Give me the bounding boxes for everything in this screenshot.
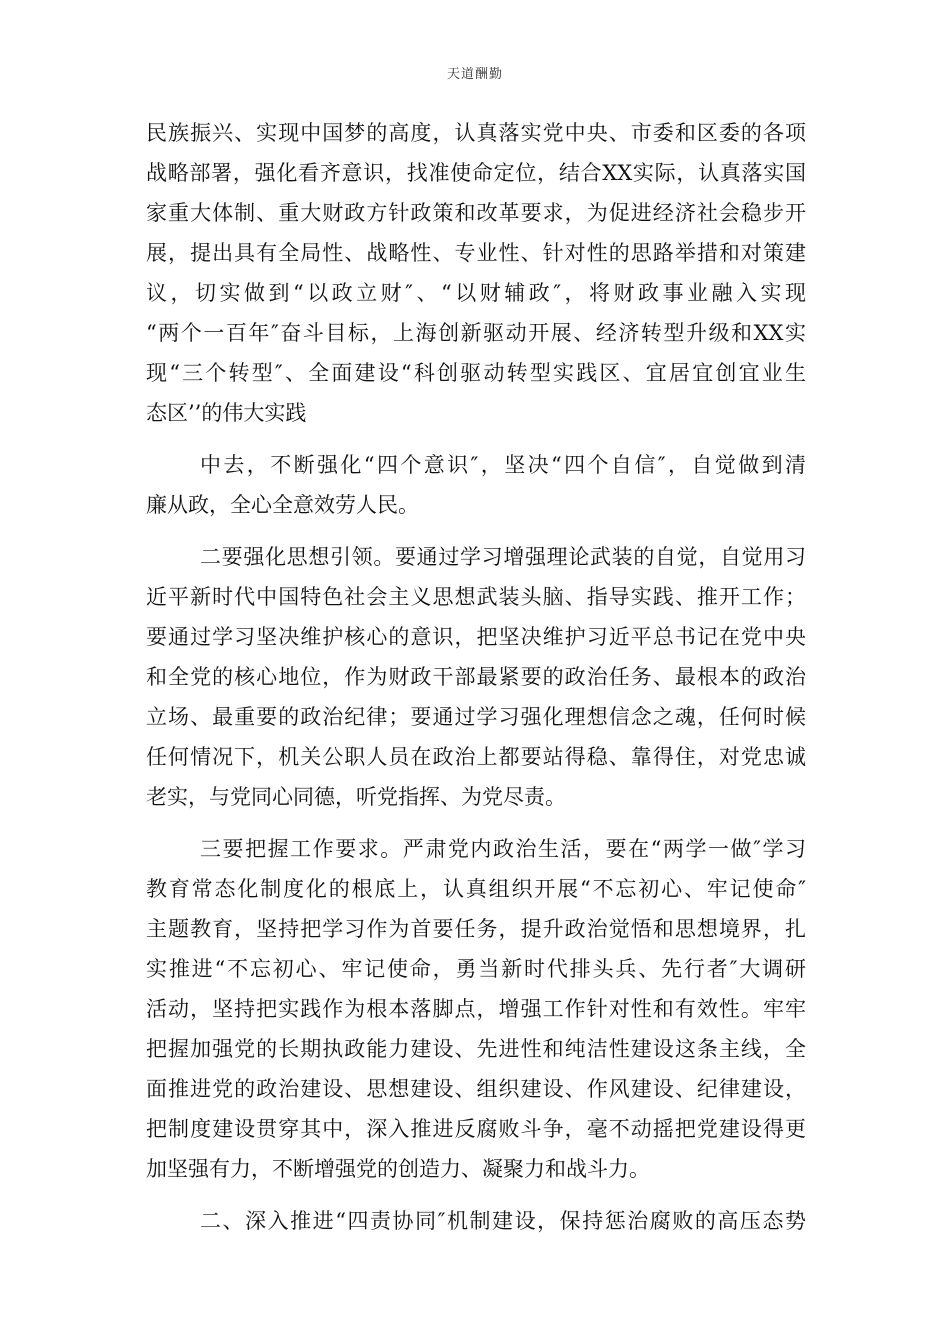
text-line: 二要强化思想引领。要通过学习增强理论武装的自觉，自觉用习	[200, 545, 806, 569]
text-line: 老实，与党同心同德，听党指挥、为党尽责。	[146, 785, 566, 809]
text-line: 和全党的核心地位，作为财政干部最紧要的政治任务、最根本的政治	[146, 665, 806, 689]
text-line: 战略部署，强化看齐意识，找准使命定位，结合XX实际，认真落实国	[146, 161, 806, 185]
text-line: 加坚强有力，不断增强党的创造力、凝聚力和战斗力。	[146, 1157, 650, 1181]
text-line: 立场、最重要的政治纪律；要通过学习强化理想信念之魂，任何时候	[146, 705, 806, 729]
text-line: 态区’’的伟大实践	[146, 401, 307, 425]
text-line: 现“三个转型″、全面建设“科创驱动转型实践区、宜居宜创宜业生	[146, 361, 806, 385]
section-heading: 二、深入推进“四责协同″机制建设，保持惩治腐败的高压态势	[200, 1209, 806, 1233]
text-line: 民族振兴、实现中国梦的高度，认真落实党中央、市委和区委的各项	[146, 121, 806, 145]
text-line: 中去，不断强化“四个意识″，坚决“四个自信″，自觉做到清	[200, 453, 806, 477]
text-line: “两个一百年″奋斗目标，上海创新驱动开展、经济转型升级和XX实	[146, 321, 806, 345]
page-header: 天道酬勤	[446, 67, 503, 82]
text-line: 教育常态化制度化的根底上，认真组织开展“不忘初心、牢记使命″	[146, 877, 806, 901]
text-line: 活动，坚持把实践作为根本落脚点，增强工作针对性和有效性。牢牢	[146, 997, 806, 1021]
text-line: 把握加强党的长期执政能力建设、先进性和纯洁性建设这条主线，全	[146, 1037, 806, 1061]
text-line: 三要把握工作要求。严肃党内政治生活，要在“两学一做″学习	[200, 837, 806, 861]
text-line: 家重大体制、重大财政方针政策和改革要求，为促进经济社会稳步开	[146, 201, 806, 225]
text-line: 廉从政，全心全意效劳人民。	[146, 493, 419, 517]
text-line: 面推进党的政治建设、思想建设、组织建设、作风建设、纪律建设，	[146, 1077, 806, 1101]
text-line: 要通过学习坚决维护核心的意识，把坚决维护习近平总书记在党中央	[146, 625, 806, 649]
text-line: 主题教育，坚持把学习作为首要任务，提升政治觉悟和思想境界，扎	[146, 917, 806, 941]
text-line: 实推进“不忘初心、牢记使命，勇当新时代排头兵、先行者″大调研	[146, 957, 806, 981]
text-line: 议，切实做到“以政立财″、“以财辅政″，将财政事业融入实现	[146, 281, 806, 305]
text-line: 任何情况下，机关公职人员在政治上都要站得稳、靠得住，对党忠诚	[146, 745, 806, 769]
text-line: 把制度建设贯穿其中，深入推进反腐败斗争，毫不动摇把党建设得更	[146, 1117, 806, 1141]
text-line: 近平新时代中国特色社会主义思想武装头脑、指导实践、推开工作；	[146, 585, 806, 609]
text-line: 展，提出具有全局性、战略性、专业性、针对性的思路举措和对策建	[146, 241, 806, 265]
